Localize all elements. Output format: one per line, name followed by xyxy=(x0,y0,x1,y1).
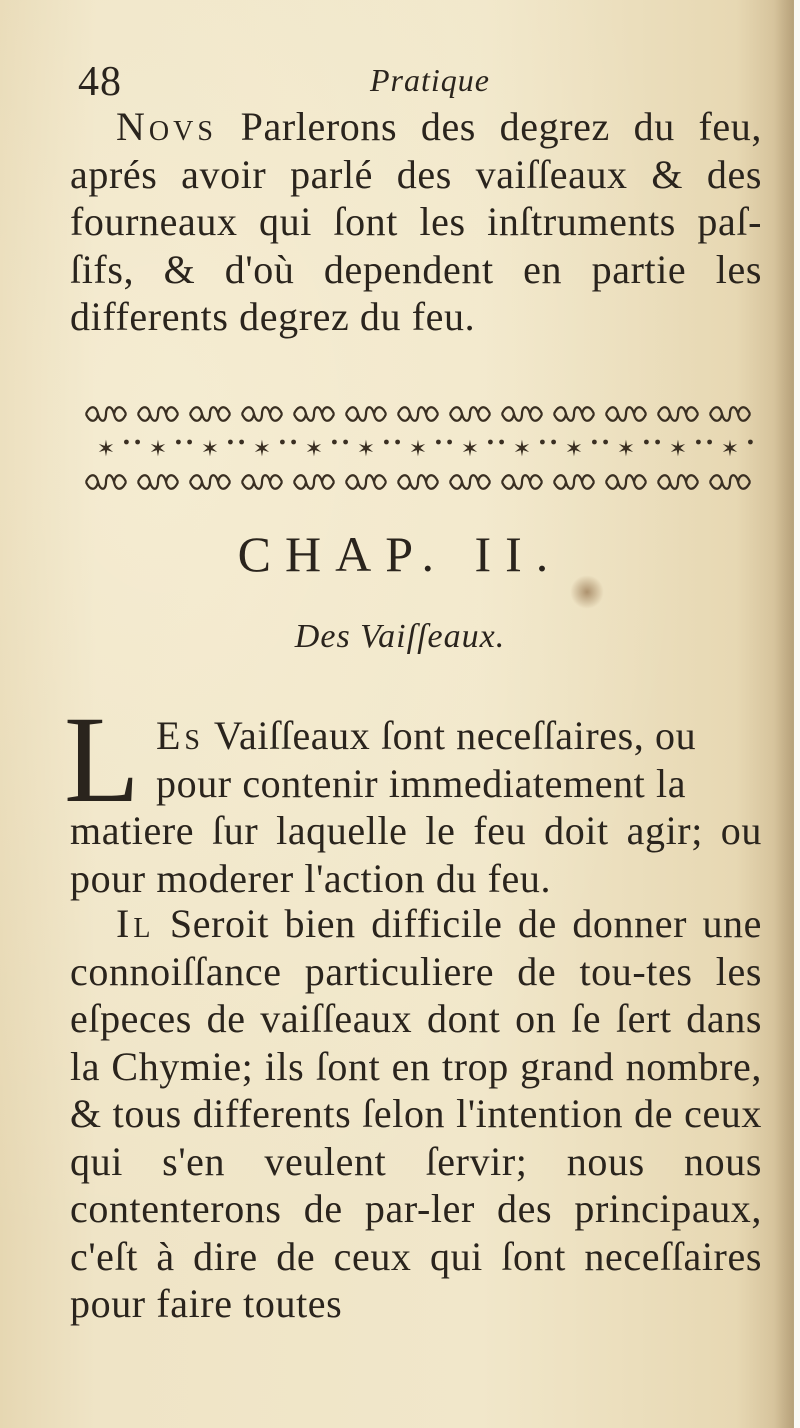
ornament-dot xyxy=(644,440,649,445)
paragraph-lead-word: Es xyxy=(156,713,205,758)
ornament-knot xyxy=(138,407,178,421)
ornament-knot xyxy=(294,407,334,421)
ornament-dot xyxy=(499,440,504,445)
ornament-star: ✶ xyxy=(460,437,480,462)
ornament-dot xyxy=(280,440,285,445)
ornament-dot xyxy=(447,440,452,445)
chapter-paragraph-1 xyxy=(70,712,762,902)
ornament-knot xyxy=(346,475,386,489)
ornament-knot xyxy=(606,407,646,421)
ornament-dot xyxy=(343,440,348,445)
paragraph-line: Vaiſſeaux ſont neceſſaires, ou xyxy=(213,713,697,758)
ornament-dot xyxy=(384,440,389,445)
paragraph-text: matiere ſur laquelle le feu doit agir; ou pour moderer l'action du feu. xyxy=(70,808,762,901)
paragraph-lead-word: Novs xyxy=(116,104,217,149)
ornament-dot xyxy=(603,440,608,445)
ornament-knot xyxy=(398,407,438,421)
ornament-dot xyxy=(395,440,400,445)
ornament-dot xyxy=(239,440,244,445)
ornament-dot xyxy=(228,440,233,445)
ornament-dot xyxy=(592,440,597,445)
ornament-knot xyxy=(502,475,542,489)
paragraph-text: Seroit bien difficile de donner une connoiſſance particuliere de tou-tes les eſpeces de vaiſſeaux dont on ſe ſert dans la Chymie; ils ſont en trop grand nombre, & tous differents ſelon l'intention de ceux qui s'en veulent ſervir; nous nous contenterons de par-ler des principaux, c'eſt à dire de ceux qui ſont neceſſaires pour faire toutes xyxy=(70,901,762,1326)
ornament-star: ✶ xyxy=(200,437,220,462)
ornament-star: ✶ xyxy=(564,437,584,462)
ornament-knot xyxy=(450,475,490,489)
ornament-star: ✶ xyxy=(148,437,168,462)
ornament-dot xyxy=(540,440,545,445)
ornament-dot xyxy=(707,440,712,445)
ornament-star: ✶ xyxy=(252,437,272,462)
ornament-star: ✶ xyxy=(96,437,116,462)
ornament-knot xyxy=(710,407,750,421)
ornament-knot xyxy=(86,475,126,489)
chapter-heading: CHAP. II. xyxy=(237,526,563,582)
ornament-knot xyxy=(398,475,438,489)
ornament-knot xyxy=(294,475,334,489)
ornament-star: ✶ xyxy=(356,437,376,462)
running-title: Pratique xyxy=(370,62,490,98)
next-page-edge xyxy=(793,0,800,1428)
ornament-star: ✶ xyxy=(408,437,428,462)
drop-cap: L xyxy=(64,691,140,828)
paragraph-line: pour contenir immediatement la xyxy=(156,760,687,806)
ornament-dot xyxy=(436,440,441,445)
ornament-knot xyxy=(606,475,646,489)
ornament-knot xyxy=(450,407,490,421)
ornament-knot xyxy=(138,475,178,489)
chapter-subtitle: Des Vaiſſeaux. xyxy=(294,618,506,655)
ornament-dot xyxy=(332,440,337,445)
previous-section-paragraph xyxy=(70,103,762,341)
ornament-knot xyxy=(190,475,230,489)
ornament-dot xyxy=(124,440,129,445)
ornament-row-middle xyxy=(97,437,758,462)
ornament-knot xyxy=(554,407,594,421)
ornament-knot xyxy=(86,407,126,421)
typographic-ornament-band xyxy=(78,398,758,496)
ornament-dot xyxy=(748,440,753,445)
ornament-knot xyxy=(346,407,386,421)
ornament-knot xyxy=(658,475,698,489)
ornament-knot xyxy=(502,407,542,421)
ornament-dot xyxy=(488,440,493,445)
ornament-knot xyxy=(710,475,750,489)
ornament-knot xyxy=(242,407,282,421)
ornament-star: ✶ xyxy=(512,437,532,462)
chapter-paragraph-2 xyxy=(70,900,762,1328)
page-header xyxy=(78,58,740,108)
ornament-dot xyxy=(176,440,181,445)
ornament-dot xyxy=(551,440,556,445)
paragraph-lead-word: Il xyxy=(116,901,155,946)
ornament-row-bottom xyxy=(86,475,750,489)
ornament-dot xyxy=(135,440,140,445)
ornament-dot xyxy=(187,440,192,445)
ornament-knot xyxy=(554,475,594,489)
ornament-dot xyxy=(291,440,296,445)
ornament-dot xyxy=(696,440,701,445)
ornament-dot xyxy=(655,440,660,445)
ornament-star: ✶ xyxy=(720,437,740,462)
ornament-star: ✶ xyxy=(304,437,324,462)
paragraph-text: Parlerons des degrez du feu, aprés avoir parlé des vaiſſeaux & des fourneaux qui ſont les inſtruments paſ-ſifs, & d'où dependent en partie les differents degrez du feu. xyxy=(70,104,762,339)
ornament-knot xyxy=(190,407,230,421)
ornament-row-top xyxy=(86,407,750,421)
ornament-knot xyxy=(242,475,282,489)
ornament-star: ✶ xyxy=(668,437,688,462)
ornament-knot xyxy=(658,407,698,421)
page-number: 48 xyxy=(78,59,122,105)
ornament-star: ✶ xyxy=(616,437,636,462)
